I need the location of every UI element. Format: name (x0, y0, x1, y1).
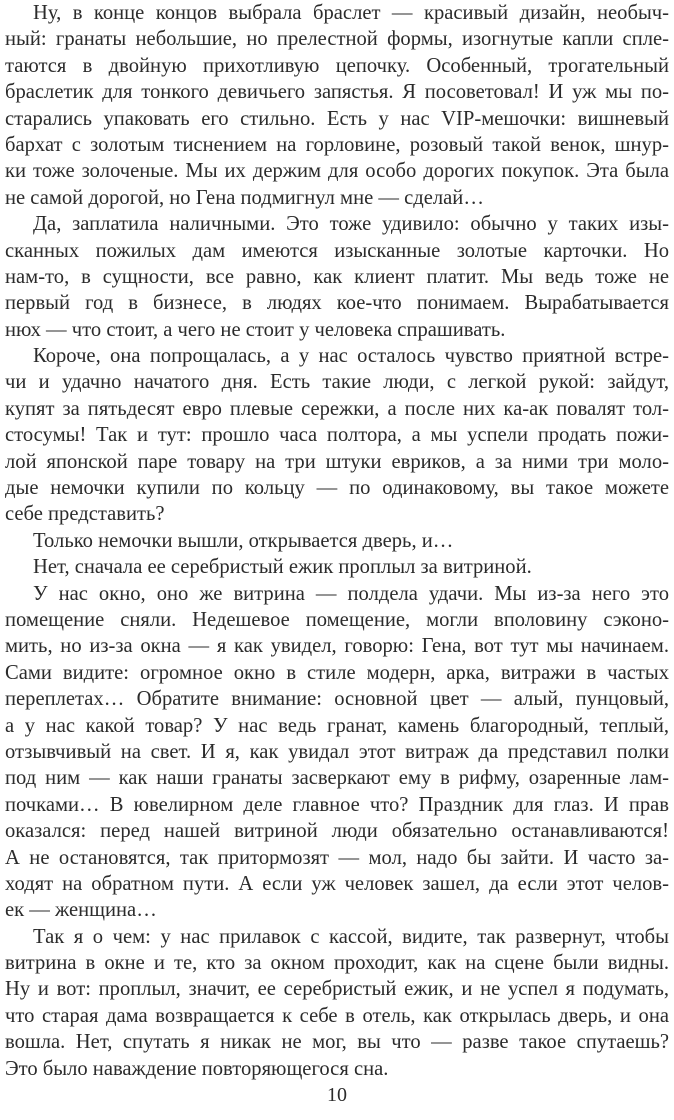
text-line: почками… В ювелирном деле главное что? Праздник для глаз. И прав (5, 793, 669, 816)
page-number: 10 (327, 1084, 347, 1106)
text-line: лой японской паре товару на три штуки евриков, а за ними три моло- (5, 450, 669, 473)
text-line: ходят на обратном пути. А если уж человек зашел, да если этот челов- (5, 872, 669, 895)
text-line: Да, заплатила наличными. Это тоже удивило: обычно у таких изы- (33, 213, 669, 236)
text-line: дые немочки купили по кольцу — по одинаковому, вы такое можете (5, 477, 669, 500)
text-line: стосумы! Так и тут: прошло часа полтора, а мы успели продать пожи- (5, 424, 669, 447)
text-line: витрина в окне и те, кто за окном проходит, как на сцене были видны. (5, 952, 669, 975)
text-line: отзывчивый на свет. И я, как увидал этот витраж да представил полки (5, 740, 669, 763)
text-line: Ну, в конце концов выбрала браслет — красивый дизайн, необыч- (33, 2, 669, 24)
text-line: помещение сняли. Недешевое помещение, могли вполовину сэконо- (5, 608, 669, 631)
text-line: вошла. Нет, спутать я никак не мог, вы что — разве такое спутаешь? (5, 1031, 669, 1054)
text-line: Нет, сначала ее серебристый ежик проплыл за витриной. (33, 556, 532, 579)
text-line: не самой дорогой, но Гена подмигнул мне — сделай… (5, 186, 484, 209)
text-line: первый год в бизнесе, в людях кое-что понимаем. Вырабатывается (5, 292, 669, 315)
text-line: таются в двойную прихотливую цепочку. Особенный, трогательный (5, 54, 669, 77)
text-line: ек — женщина… (5, 899, 157, 922)
text-line: сканных пожилых дам имеются изысканные золотые карточки. Но (5, 239, 669, 262)
text-line: У нас окно, оно же витрина — полдела удачи. Мы из-за него это (33, 582, 669, 605)
text-line: ный: гранаты небольшие, но прелестной формы, изогнутые капли сплe- (5, 28, 669, 51)
body-text (5, 0, 669, 1082)
text-line: а у нас какой товар? У нас ведь гранат, камень благородный, теплый, (5, 714, 669, 737)
text-line: Так я о чем: у нас прилавок с кассой, видите, так развернут, чтобы (33, 925, 669, 948)
text-line: старались упаковать его стильно. Есть у нас VIP-мешочки: вишневый (5, 107, 669, 130)
text-line: Ну и вот: проплыл, значит, ее серебристый ежик, и не успел я подумать, (5, 978, 669, 1001)
text-line: себе представить? (5, 503, 165, 526)
text-line: под ним — как наши гранаты засверкают ему в рифму, озаренные лам- (5, 767, 669, 790)
text-line: А не остановятся, так притормозят — мол, надо бы зайти. И часто за- (5, 846, 669, 869)
text-line: браслетик для тонкого девичьего запястья. Я посоветовал! И уж мы по- (5, 81, 669, 104)
text-line: купят за пятьдесят евро плевые сережки, а после них ка-ак повалят тол- (5, 397, 669, 420)
text-line: нюх — что стоит, а чего не стоит у человека спрашивать. (5, 318, 506, 341)
text-line: Сами видите: огромное окно в стиле модерн, арка, витражи в частых (5, 661, 669, 684)
text-line: бархат с золотым тиснением на горловине, розовый такой венок, шнур- (5, 133, 669, 156)
text-line: мить, но из-за окна — я как увидел, говорю: Гена, вот тут мы начинаем. (5, 635, 669, 658)
text-line: что старая дама возвращается к себе в отель, как открылась дверь, и она (5, 1004, 669, 1027)
text-line: Короче, она попрощалась, а у нас осталось чувство приятной встре- (33, 345, 669, 368)
text-line: нам-то, в сущности, все равно, как клиент платит. Мы ведь тоже не (5, 265, 669, 288)
text-line: Только немочки вышли, открывается дверь, и… (33, 529, 454, 552)
text-line: переплетах… Обратите внимание: основной цвет — алый, пунцовый, (5, 688, 669, 711)
text-line: Это было наваждение повторяющегося сна. (5, 1057, 389, 1080)
text-line: чи и удачно начатого дня. Есть такие люди, с легкой рукой: зайдут, (5, 371, 669, 394)
text-line: ки тоже золоченые. Мы их держим для особо дорогих покупок. Эта была (5, 160, 669, 183)
text-line: оказался: перед нашей витриной люди обязательно останавливаются! (5, 820, 669, 843)
